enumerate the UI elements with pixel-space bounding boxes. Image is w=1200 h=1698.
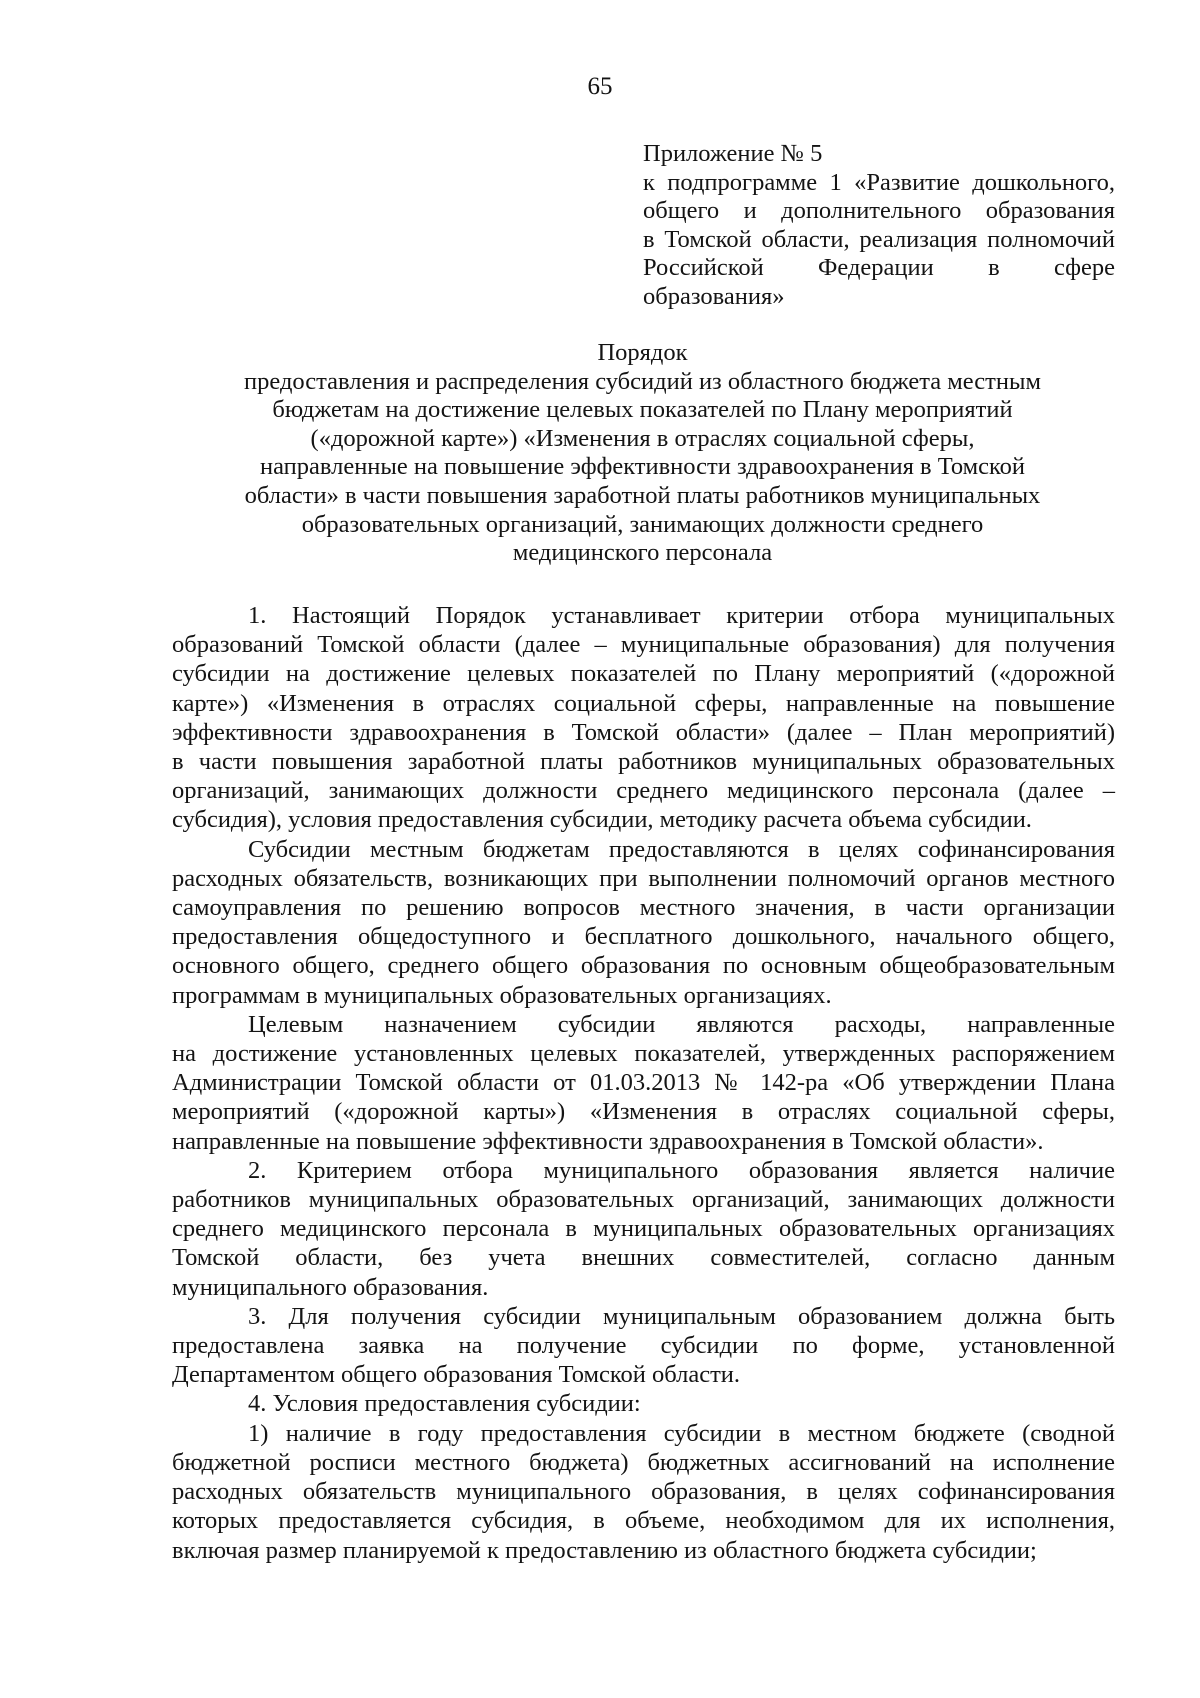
- paragraph-line: которых предоставляется субсидия, в объеме, необходимом для их исполнения,: [172, 1507, 1115, 1535]
- paragraph-line: карте») «Изменения в отраслях социальной сферы, направленные на повышение: [172, 689, 1115, 717]
- paragraph-line: мероприятий («дорожной карты») «Изменения в отраслях социальной сферы,: [172, 1098, 1115, 1126]
- title-line: предоставления и распределения субсидий из областного бюджета местным: [244, 367, 1041, 395]
- paragraph-line: предоставлена заявка на получение субсидии по форме, установленной: [172, 1332, 1115, 1360]
- paragraph-line: 1. Настоящий Порядок устанавливает критерии отбора муниципальных: [248, 602, 1115, 629]
- paragraph-line: организаций, занимающих должности среднего медицинского персонала (далее –: [172, 777, 1115, 805]
- paragraph-line: 2. Критерием отбора муниципального образования является наличие: [248, 1156, 1115, 1184]
- paragraph-line: субсидия), условия предоставления субсидии, методику расчета объема субсидии.: [172, 806, 1032, 834]
- document-title: [170, 339, 1115, 568]
- paragraph: [172, 835, 1115, 1010]
- appendix-line: в Томской области, реализация полномочий: [643, 225, 1115, 253]
- paragraph-line: направленные на повышение эффективности здравоохранения в Томской области».: [172, 1127, 1044, 1155]
- title-line: направленные на повышение эффективности здравоохранения в Томской: [259, 453, 1026, 481]
- paragraph-line: Субсидии местным бюджетам предоставляются в целях софинансирования: [248, 835, 1115, 863]
- paragraph-line: образований Томской области (далее – муниципальные образования) для получения: [172, 631, 1115, 659]
- paragraph-line: среднего медицинского персонала в муниципальных образовательных организациях: [172, 1215, 1115, 1243]
- paragraph-line: 4. Условия предоставления субсидии:: [248, 1390, 641, 1418]
- title-heading: Порядок: [597, 339, 688, 366]
- paragraph-line: основного общего, среднего общего образования по основным общеобразовательным: [172, 952, 1115, 980]
- title-line: области» в части повышения заработной платы работников муниципальных: [244, 481, 1041, 509]
- appendix-line: Приложение № 5: [643, 140, 823, 167]
- paragraph-line: эффективности здравоохранения в Томской области» (далее – План мероприятий): [172, 718, 1115, 746]
- paragraph-line: расходных обязательств муниципального образования, в целях софинансирования: [172, 1478, 1115, 1506]
- paragraph: [172, 1389, 1115, 1418]
- appendix-line: Российской Федерации в сфере образования»: [643, 254, 1115, 310]
- paragraph-line: Томской области, без учета внешних совместителей, согласно данным: [172, 1244, 1115, 1272]
- paragraph: [172, 1419, 1115, 1565]
- paragraph-line: бюджетной росписи местного бюджета) бюджетных ассигнований на исполнение: [172, 1448, 1115, 1476]
- paragraph-line: предоставления общедоступного и бесплатного дошкольного, начального общего,: [172, 923, 1115, 951]
- paragraph-line: 3. Для получения субсидии муниципальным образованием должна быть: [248, 1302, 1115, 1330]
- document-body: [172, 601, 1115, 1565]
- paragraph-line: включая размер планируемой к предоставлению из областного бюджета субсидии;: [172, 1536, 1037, 1564]
- title-line: бюджетам на достижение целевых показателей по Плану мероприятий: [272, 396, 1013, 424]
- paragraph-line: Целевым назначением субсидии являются расходы, направленные: [248, 1010, 1115, 1038]
- paragraph: [172, 1302, 1115, 1390]
- paragraph-line: Администрации Томской области от 01.03.2013 № 142-ра «Об утверждении Плана: [172, 1069, 1115, 1097]
- paragraph-line: программам в муниципальных образовательных организациях.: [172, 981, 832, 1009]
- paragraph-line: Департаментом общего образования Томской области.: [172, 1361, 741, 1389]
- paragraph: [172, 1010, 1115, 1156]
- paragraph-line: муниципального образования.: [172, 1273, 489, 1301]
- title-line: медицинского персонала: [512, 539, 773, 567]
- title-line: («дорожной карте») «Изменения в отраслях социальной сферы,: [310, 424, 975, 452]
- page-number: 65: [587, 73, 613, 100]
- paragraph-line: работников муниципальных образовательных организаций, занимающих должности: [172, 1186, 1115, 1214]
- paragraph-line: самоуправления по решению вопросов местного значения, в части организации: [172, 894, 1115, 922]
- appendix-line: общего и дополнительного образования: [643, 197, 1115, 225]
- appendix-line: к подпрограмме 1 «Развитие дошкольного,: [643, 168, 1115, 196]
- paragraph-line: субсидии на достижение целевых показателей по Плану мероприятий («дорожной: [172, 660, 1115, 688]
- paragraph-line: расходных обязательств, возникающих при выполнении полномочий органов местного: [172, 864, 1115, 892]
- paragraph: [172, 601, 1115, 835]
- title-line: образовательных организаций, занимающих должности среднего: [301, 510, 984, 538]
- paragraph-line: на достижение установленных целевых показателей, утвержденных распоряжением: [172, 1040, 1115, 1068]
- appendix-header: [643, 140, 1115, 312]
- paragraph: [172, 1156, 1115, 1302]
- paragraph-line: 1) наличие в году предоставления субсидии в местном бюджете (сводной: [248, 1419, 1115, 1447]
- paragraph-line: в части повышения заработной платы работников муниципальных образовательных: [172, 748, 1115, 776]
